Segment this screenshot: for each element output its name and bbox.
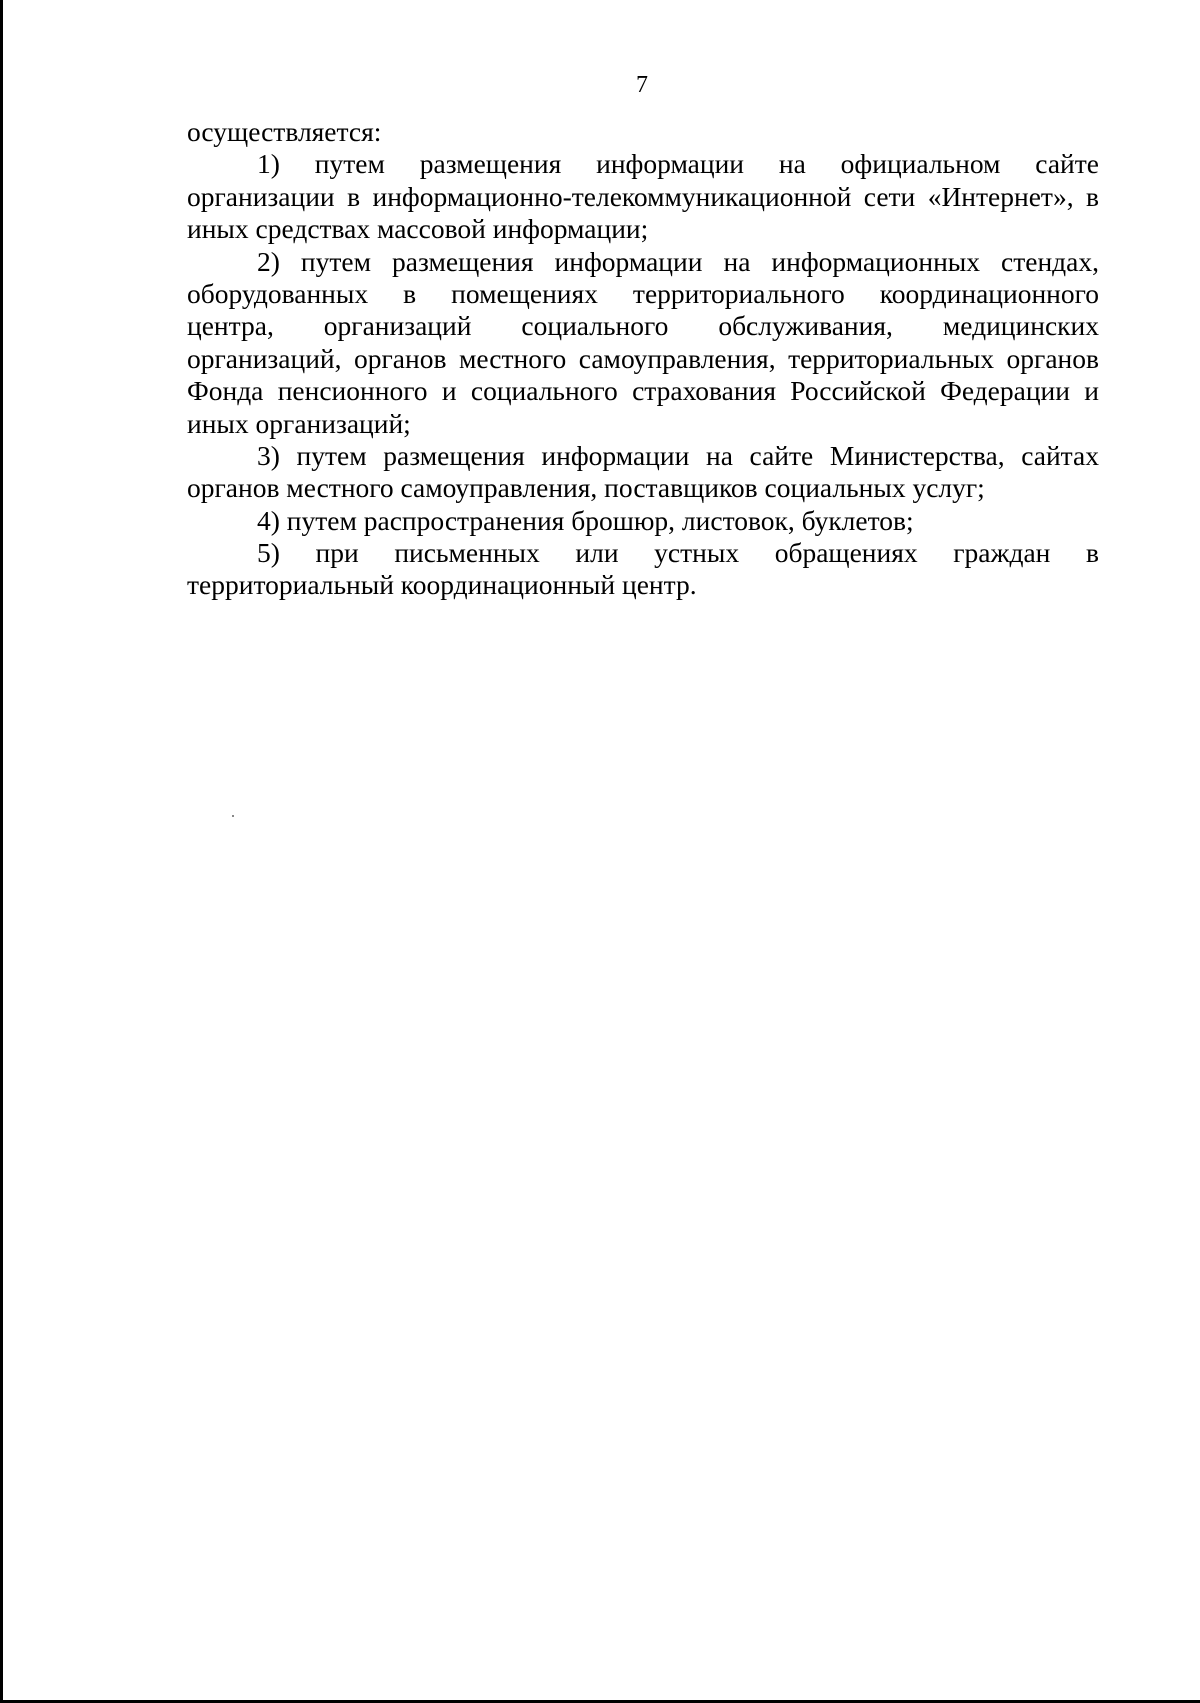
document-body: [187, 116, 1099, 602]
text-line: иных средствах массовой информации;: [187, 213, 649, 245]
text-line: 1) путем размещения информации на официальном сайте: [257, 148, 1099, 180]
text-line: органов местного самоуправления, поставщиков социальных услуг;: [187, 472, 985, 504]
text-line: центра, организаций социального обслуживания, медицинских: [187, 310, 1099, 342]
scan-speck: [232, 815, 234, 817]
text-line: 5) при письменных или устных обращениях граждан в: [257, 537, 1099, 569]
text-line: оборудованных в помещениях территориального координационного: [187, 277, 1099, 309]
text-line: осуществляется:: [187, 116, 382, 147]
text-line: 4) путем распространения брошюр, листовок, буклетов;: [257, 504, 914, 536]
text-line: иных организаций;: [187, 407, 411, 439]
text-line: 2) путем размещения информации на информационных стендах,: [257, 245, 1099, 277]
text-line: 3) путем размещения информации на сайте Министерства, сайтах: [257, 439, 1099, 471]
text-line: организации в информационно-телекоммуникационной сети «Интернет», в: [187, 180, 1099, 212]
text-line: организаций, органов местного самоуправления, территориальных органов: [187, 342, 1099, 374]
scan-border-left: [0, 0, 3, 1703]
text-line: Фонда пенсионного и социального страхования Российской Федерации и: [187, 375, 1099, 407]
page-number: 7: [636, 72, 648, 98]
text-line: территориальный координационный центр.: [187, 569, 697, 601]
